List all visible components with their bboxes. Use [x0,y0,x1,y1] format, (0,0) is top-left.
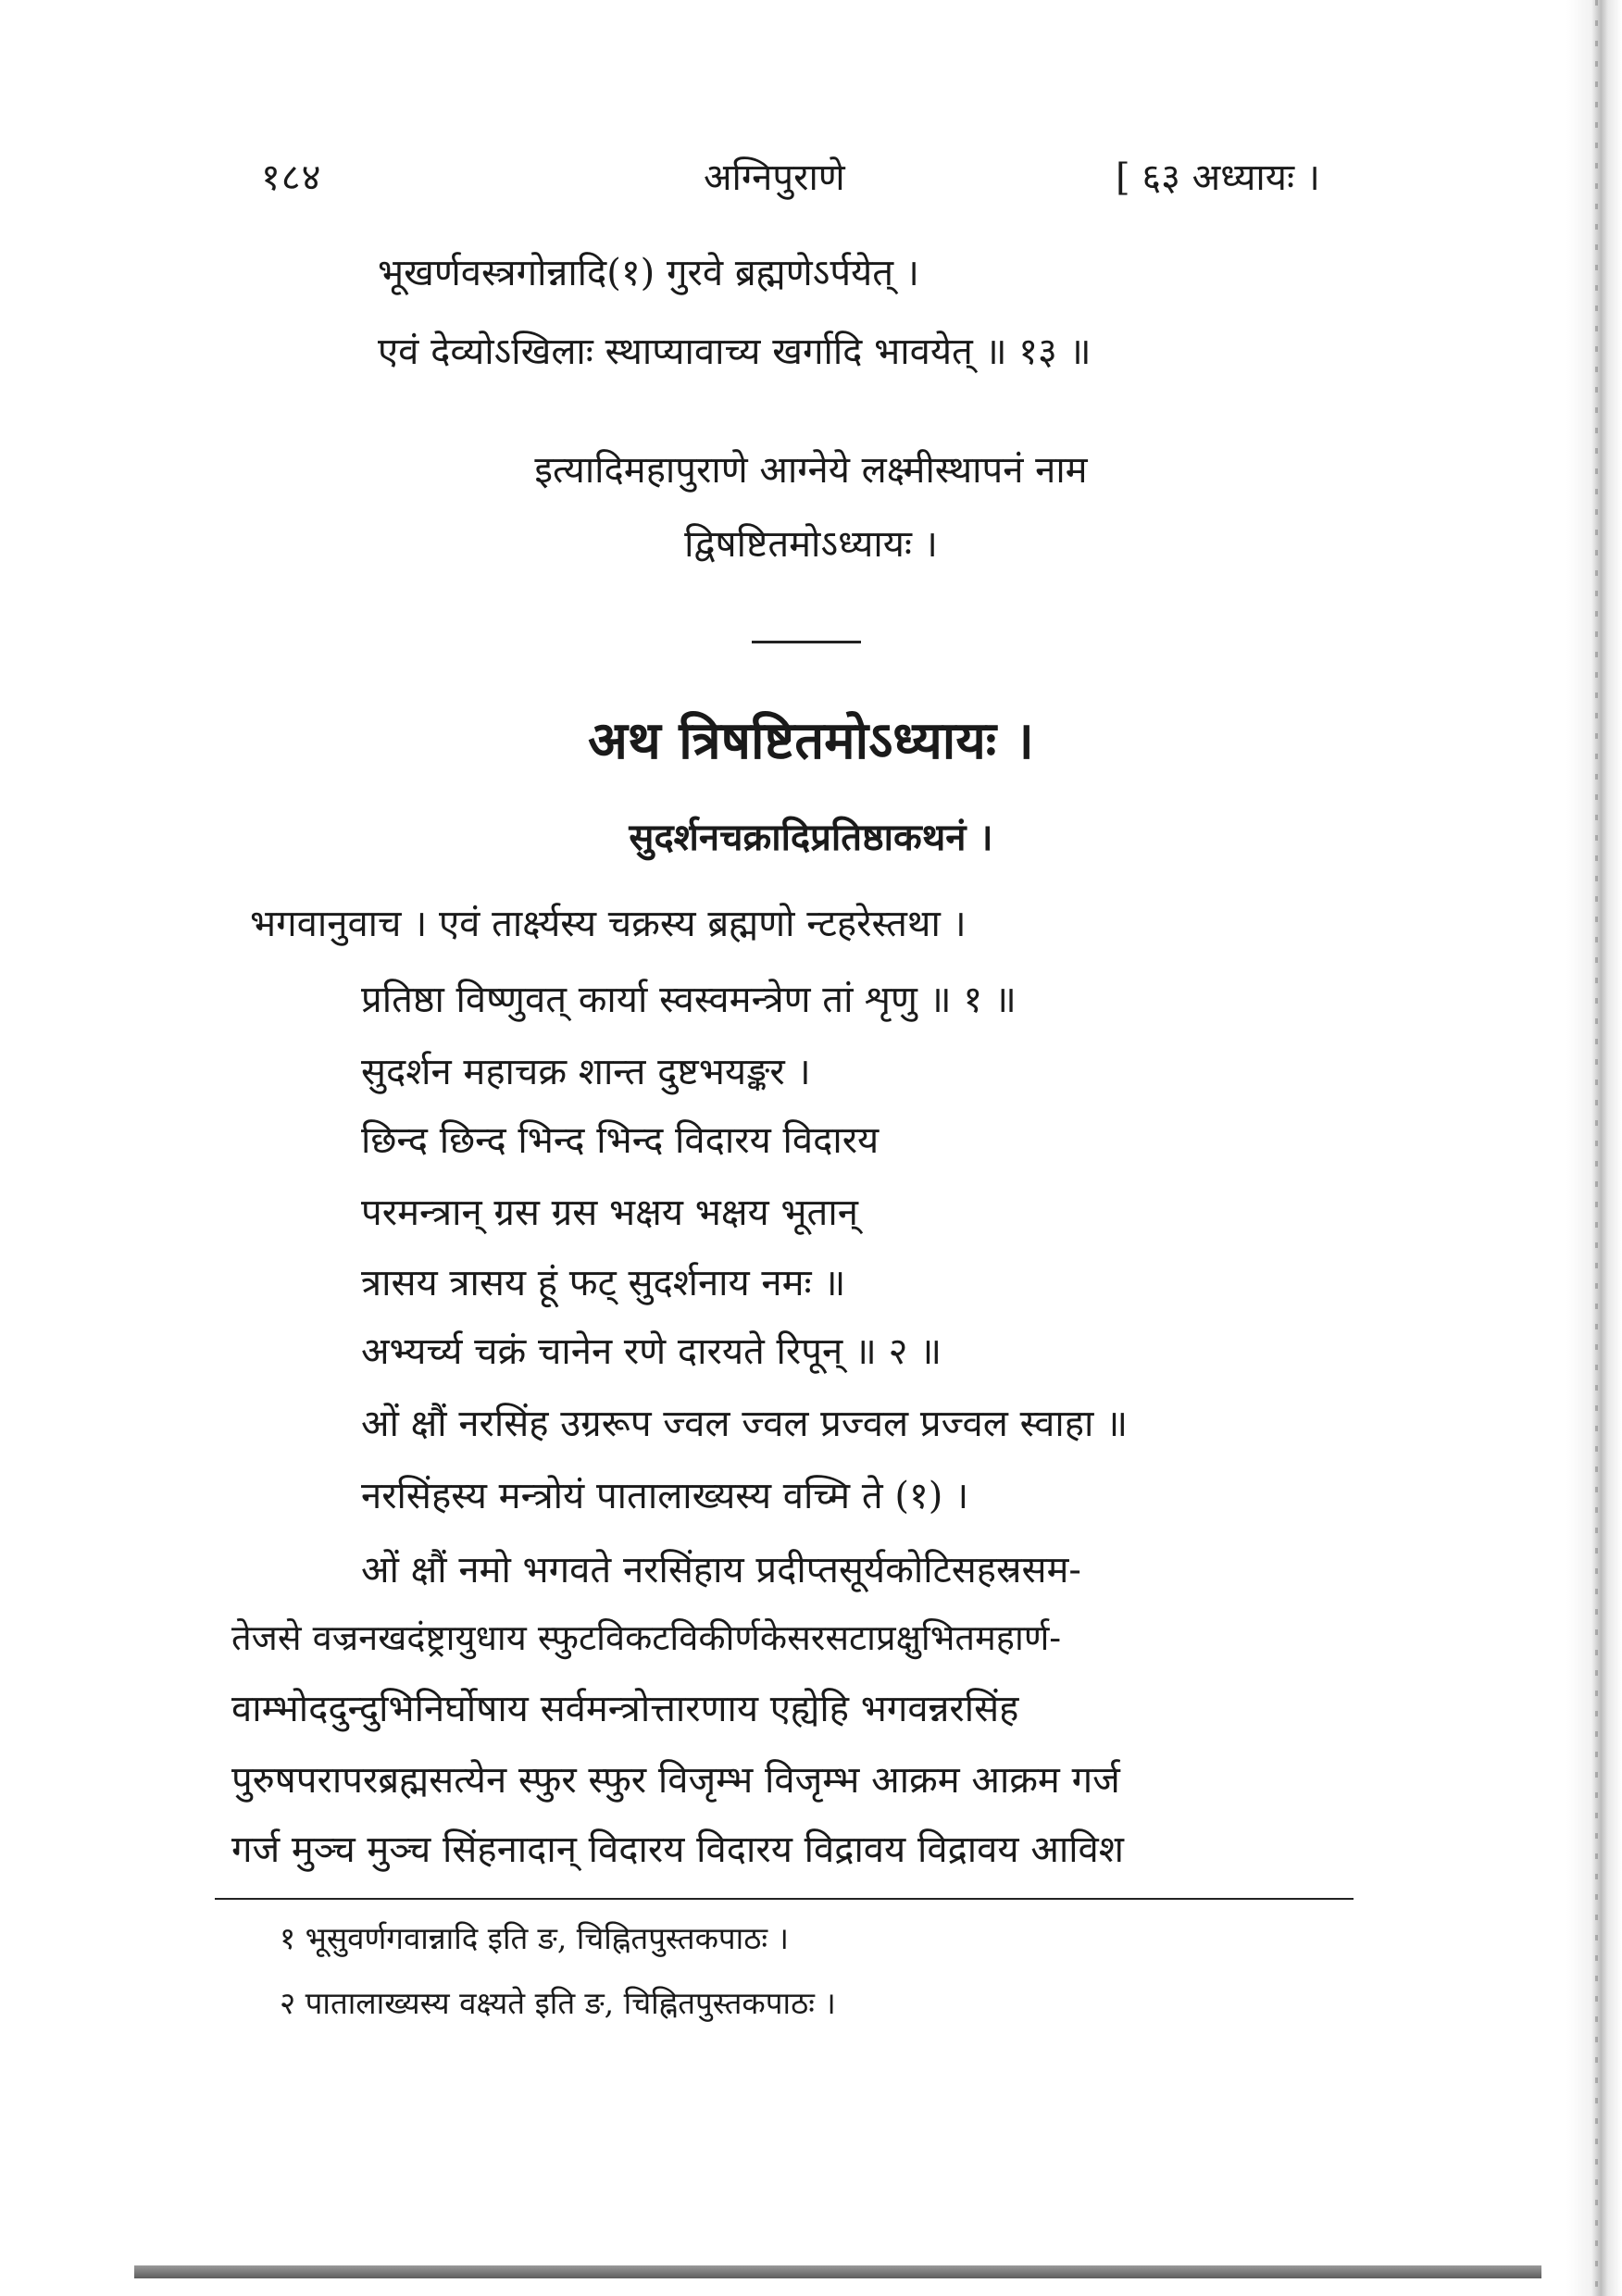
page-edge-binding [1595,0,1598,2296]
verse-line: सुदर्शन महाचक्र शान्त दुष्टभयङ्कर । [361,1051,811,1093]
prose-line: तेजसे वज्रनखदंष्ट्रायुधाय स्फुटविकटविकीर्णकेसरसटाप्रक्षुभितमहार्ण- [231,1617,1062,1658]
verse-line: त्रासय त्रासय हूं फट् सुदर्शनाय नमः ॥ [361,1262,846,1304]
verse-line: छिन्द छिन्द भिन्द भिन्द विदारय विदारय [361,1119,880,1162]
colophon-line: द्विषष्टितमोऽध्यायः । [684,523,938,566]
verse-line: अभ्यर्च्य चक्रं चानेन रणे दारयते रिपून् ॥ २ ॥ [361,1330,942,1373]
page-number: १८४ [261,156,322,199]
verse-line: भगवानुवाच । एवं तार्क्ष्यस्य चक्रस्य ब्रह्मणो न्टहरेस्तथा । [250,903,967,945]
footnote-line: २ पातालाख्यस्य वक्ष्यते इति ङ, चिह्नितपुस्तकपाठः । [280,1985,836,2021]
page-edge-shadow [1566,0,1622,2296]
section-divider [752,641,861,643]
verse-line: नरसिंहस्य मन्त्रोयं पातालाख्यस्य वच्मि ते (१) । [361,1475,969,1517]
running-title: अग्निपुराणे [704,156,845,199]
prose-line: पुरुषपरापरब्रह्मसत्येन स्फुर स्फुर विजृम्भ विजृम्भ आक्रम आक्रम गर्ज [231,1759,1120,1802]
chapter-subheading: सुदर्शनचक्रादिप्रतिष्ठाकथनं । [629,816,993,859]
chapter-marker: [ ६३ अध्यायः । [1116,156,1320,199]
verse-line: परमन्त्रान् ग्रस ग्रस भक्षय भक्षय भूतान् [361,1192,858,1234]
footnote-line: १ भूसुवर्णगवान्नादि इति ङ, चिह्नितपुस्तकपाठः । [280,1920,790,1956]
prose-line: गर्ज मुञ्च मुञ्च सिंहनादान् विदारय विदारय विद्रावय विद्रावय आविश [231,1828,1124,1871]
verse-line: ओं क्षौं नरसिंह उग्ररूप ज्वल ज्वल प्रज्वल प्रज्वल स्वाहा ॥ [361,1403,1129,1445]
verse-line: भूखर्णवस्त्रगोन्नादि(१) गुरवे ब्रह्मणेऽर्पयेत् । [378,252,919,294]
verse-line: प्रतिष्ठा विष्णुवत् कार्या स्वस्वमन्त्रेण तां शृणु ॥ १ ॥ [361,979,1017,1021]
chapter-heading: अथ त्रिषष्टितमोऽध्यायः । [588,710,1034,771]
colophon-line: इत्यादिमहापुराणे आग्नेये लक्ष्मीस्थापनं नाम [534,449,1088,492]
scan-bottom-edge [134,2265,1541,2278]
footnote-divider [215,1898,1354,1900]
prose-line: वाम्भोददुन्दुभिनिर्घोषाय सर्वमन्त्रोत्तारणाय एह्येहि भगवन्नरसिंह [231,1688,1019,1730]
prose-line: ओं क्षौं नमो भगवते नरसिंहाय प्रदीप्तसूर्यकोटिसहस्रसम- [361,1549,1081,1591]
verse-line: एवं देव्योऽखिलाः स्थाप्यावाच्य खर्गादि भावयेत् ॥ १३ ॥ [378,331,1092,373]
